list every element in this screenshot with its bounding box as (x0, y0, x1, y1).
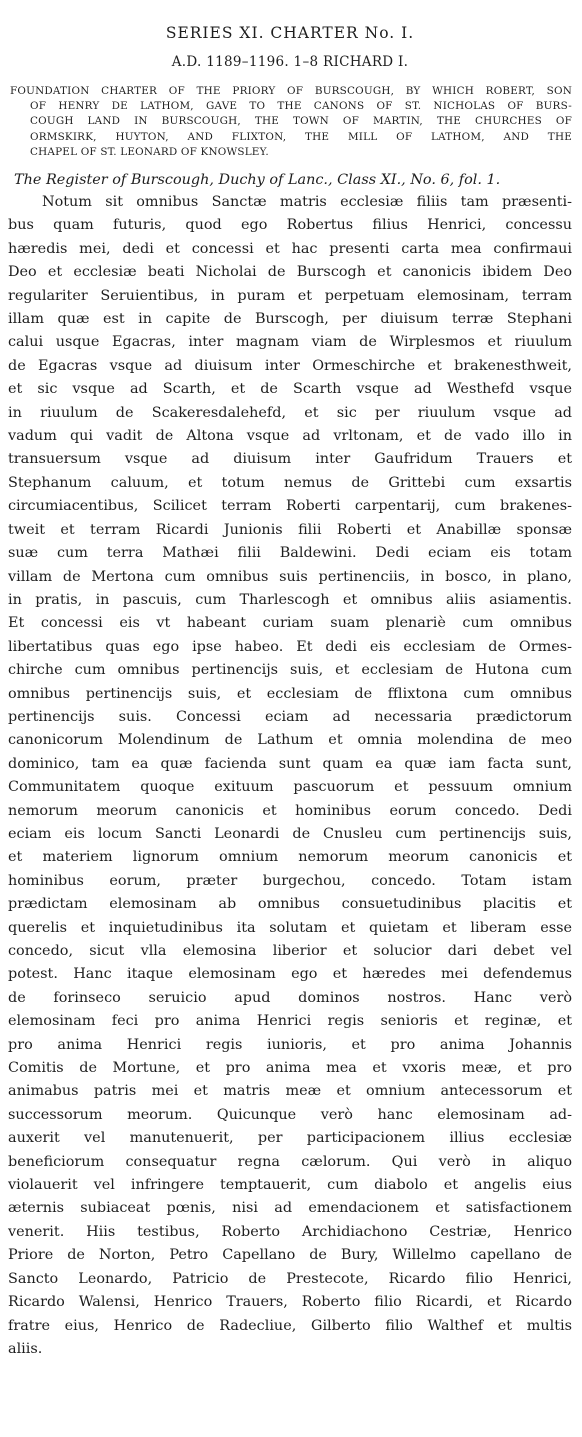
charter-text-line: bus quam futuris, quod ego Robertus filius Henrici, concessu (8, 217, 572, 234)
charter-text-line: Stephanum caluum, et totum nemus de Grittebi cum exsartis (8, 474, 572, 491)
charter-text-line: hæredis mei, dedi et concessi et hac presenti carta mea confirmaui (8, 240, 572, 257)
charter-text-line: transuersum vsque ad diuisum inter Gaufridum Trauers et (8, 451, 572, 468)
charter-summary (8, 84, 572, 160)
charter-text-line: animabus patris mei et matris meæ et omnium antecessorum et (8, 1083, 572, 1100)
charter-text-line: tweit et terram Ricardi Junionis filii Roberti et Anabillæ sponsæ (8, 521, 572, 538)
charter-text-line: potest. Hanc itaque elemosinam ego et hæredes mei defendemus (8, 966, 572, 983)
charter-text-line: auxerit vel manutenuerit, per participacionem illius ecclesiæ (8, 1130, 572, 1147)
series-heading: SERIES XI. CHARTER No. I. (165, 24, 415, 42)
summary-line: OF HENRY DE LATHOM, GAVE TO THE CANONS OF ST. NICHOLAS OF BURS- (30, 100, 572, 113)
charter-text-line: Comitis de Mortune, et pro anima mea et vxoris meæ, et pro (8, 1060, 572, 1077)
summary-line: CHAPEL OF ST. LEONARD OF KNOWSLEY. (30, 145, 269, 158)
charter-text-line: concedo, sicut vlla elemosina liberior et solucior dari debet vel (8, 943, 572, 960)
charter-text-line: Ricardo Walensi, Henrico Trauers, Roberto filio Ricardi, et Ricardo (8, 1294, 572, 1311)
summary-line: COUGH LAND IN BURSCOUGH, THE TOWN OF MARTIN, THE CHURCHES OF (30, 115, 572, 128)
charter-text-line: villam de Mertona cum omnibus suis pertinenciis, in bosco, in plano, (8, 568, 572, 585)
charter-text-line: fratre eius, Henrico de Radecliue, Gilberto filio Walthef et multis (8, 1317, 572, 1334)
charter-text-line: hominibus eorum, præter burgechou, concedo. Totam istam (8, 872, 572, 889)
source-citation: The Register of Burscough, Duchy of Lanc., Class XI., No. 6, fol. 1. (14, 172, 501, 189)
charter-text-line: omnibus pertinencijs suis, et ecclesiam de fflixtona cum omnibus (8, 685, 572, 702)
charter-text-line: successorum meorum. Quicunque verò hanc elemosinam ad- (8, 1106, 572, 1123)
charter-text-line: elemosinam feci pro anima Henrici regis senioris et reginæ, et (8, 1013, 572, 1030)
charter-text-line: Et concessi eis vt habeant curiam suam plenariè cum omnibus (8, 615, 572, 632)
charter-text-line: aliis. (8, 1340, 43, 1357)
charter-text-line: Priore de Norton, Petro Capellano de Bury, Willelmo capellano de (8, 1247, 572, 1264)
charter-text-line: circumiacentibus, Scilicet terram Roberti carpentarij, cum brakenes- (8, 498, 572, 515)
charter-text-line: regulariter Seruientibus, in puram et perpetuam elemosinam, terram (8, 287, 572, 304)
charter-text-line: nemorum meorum canonicis et hominibus eorum concedo. Dedi (8, 802, 572, 819)
charter-text-line: pertinencijs suis. Concessi eciam ad necessaria prædictorum (8, 708, 572, 725)
summary-line: FOUNDATION CHARTER OF THE PRIORY OF BURSCOUGH, BY WHICH ROBERT, SON (10, 85, 572, 97)
charter-text-line: in pratis, in pascuis, cum Tharlescogh et omnibus aliis asiamentis. (8, 591, 572, 608)
charter-text-line: in riuulum de Scakeresdalehefd, et sic per riuulum vsque ad (8, 404, 572, 421)
charter-text-line: de forinseco seruicio apud dominos nostros. Hanc verò (8, 989, 572, 1006)
charter-text-line: Notum sit omnibus Sanctæ matris ecclesiæ filiis tam præsenti- (42, 194, 572, 211)
date-heading: A.D. 1189–1196. 1–8 RICHARD I. (171, 54, 409, 70)
charter-text-line: suæ cum terra Mathæi filii Baldewini. Dedi eciam eis totam (8, 545, 572, 562)
charter-text-line: eciam eis locum Sancti Leonardi de Cnusleu cum pertinencijs suis, (8, 825, 572, 842)
charter-text-line: venerit. Hiis testibus, Roberto Archidiachono Cestriæ, Henrico (8, 1223, 572, 1240)
charter-text-line: prædictam elemosinam ab omnibus consuetudinibus placitis et (8, 896, 572, 913)
charter-text-line: libertatibus quas ego ipse habeo. Et dedi eis ecclesiam de Ormes- (8, 638, 572, 655)
charter-text-line: vadum qui vadit de Altona vsque ad vrltonam, et de vado illo in (8, 428, 572, 445)
charter-text-line: et sic vsque ad Scarth, et de Scarth vsque ad Westhefd vsque (8, 381, 572, 398)
charter-text-line: beneficiorum consequatur regna cælorum. Qui verò in aliquo (8, 1153, 572, 1170)
charter-text-line: calui usque Egacras, inter magnam viam de Wirplesmos et riuulum (8, 334, 572, 351)
charter-text-line: Sancto Leonardo, Patricio de Prestecote, Ricardo filio Henrici, (8, 1270, 572, 1287)
charter-text-line: et materiem lignorum omnium nemorum meorum canonicis et (8, 849, 572, 866)
charter-text-line: canonicorum Molendinum de Lathum et omnia molendina de meo (8, 732, 572, 749)
charter-text-line: æternis subiaceat pœnis, nisi ad emendacionem et satisfactionem (8, 1200, 572, 1217)
charter-text-line: illam quæ est in capite de Burscogh, per diuisum terræ Stephani (8, 311, 572, 328)
charter-text-line: de Egacras vsque ad diuisum inter Ormeschirche et brakenesthweit, (8, 357, 572, 374)
charter-text-line: pro anima Henrici regis iunioris, et pro anima Johannis (8, 1036, 572, 1053)
charter-text-line: querelis et inquietudinibus ita solutam et quietam et liberam esse (8, 919, 572, 936)
charter-text (8, 191, 572, 1361)
charter-text-line: dominico, tam ea quæ facienda sunt quam ea quæ iam facta sunt, (8, 755, 572, 772)
charter-text-line: chirche cum omnibus pertinencijs suis, et ecclesiam de Hutona cum (8, 662, 572, 679)
charter-text-line: Deo et ecclesiæ beati Nicholai de Burscogh et canonicis ibidem Deo (8, 264, 572, 281)
summary-line: ORMSKIRK, HUYTON, AND FLIXTON, THE MILL OF LATHOM, AND THE (30, 130, 572, 143)
charter-text-line: Communitatem quoque exituum pascuorum et pessuum omnium (8, 779, 572, 796)
charter-text-line: violauerit vel infringere temptauerit, cum diabolo et angelis eius (8, 1177, 572, 1194)
